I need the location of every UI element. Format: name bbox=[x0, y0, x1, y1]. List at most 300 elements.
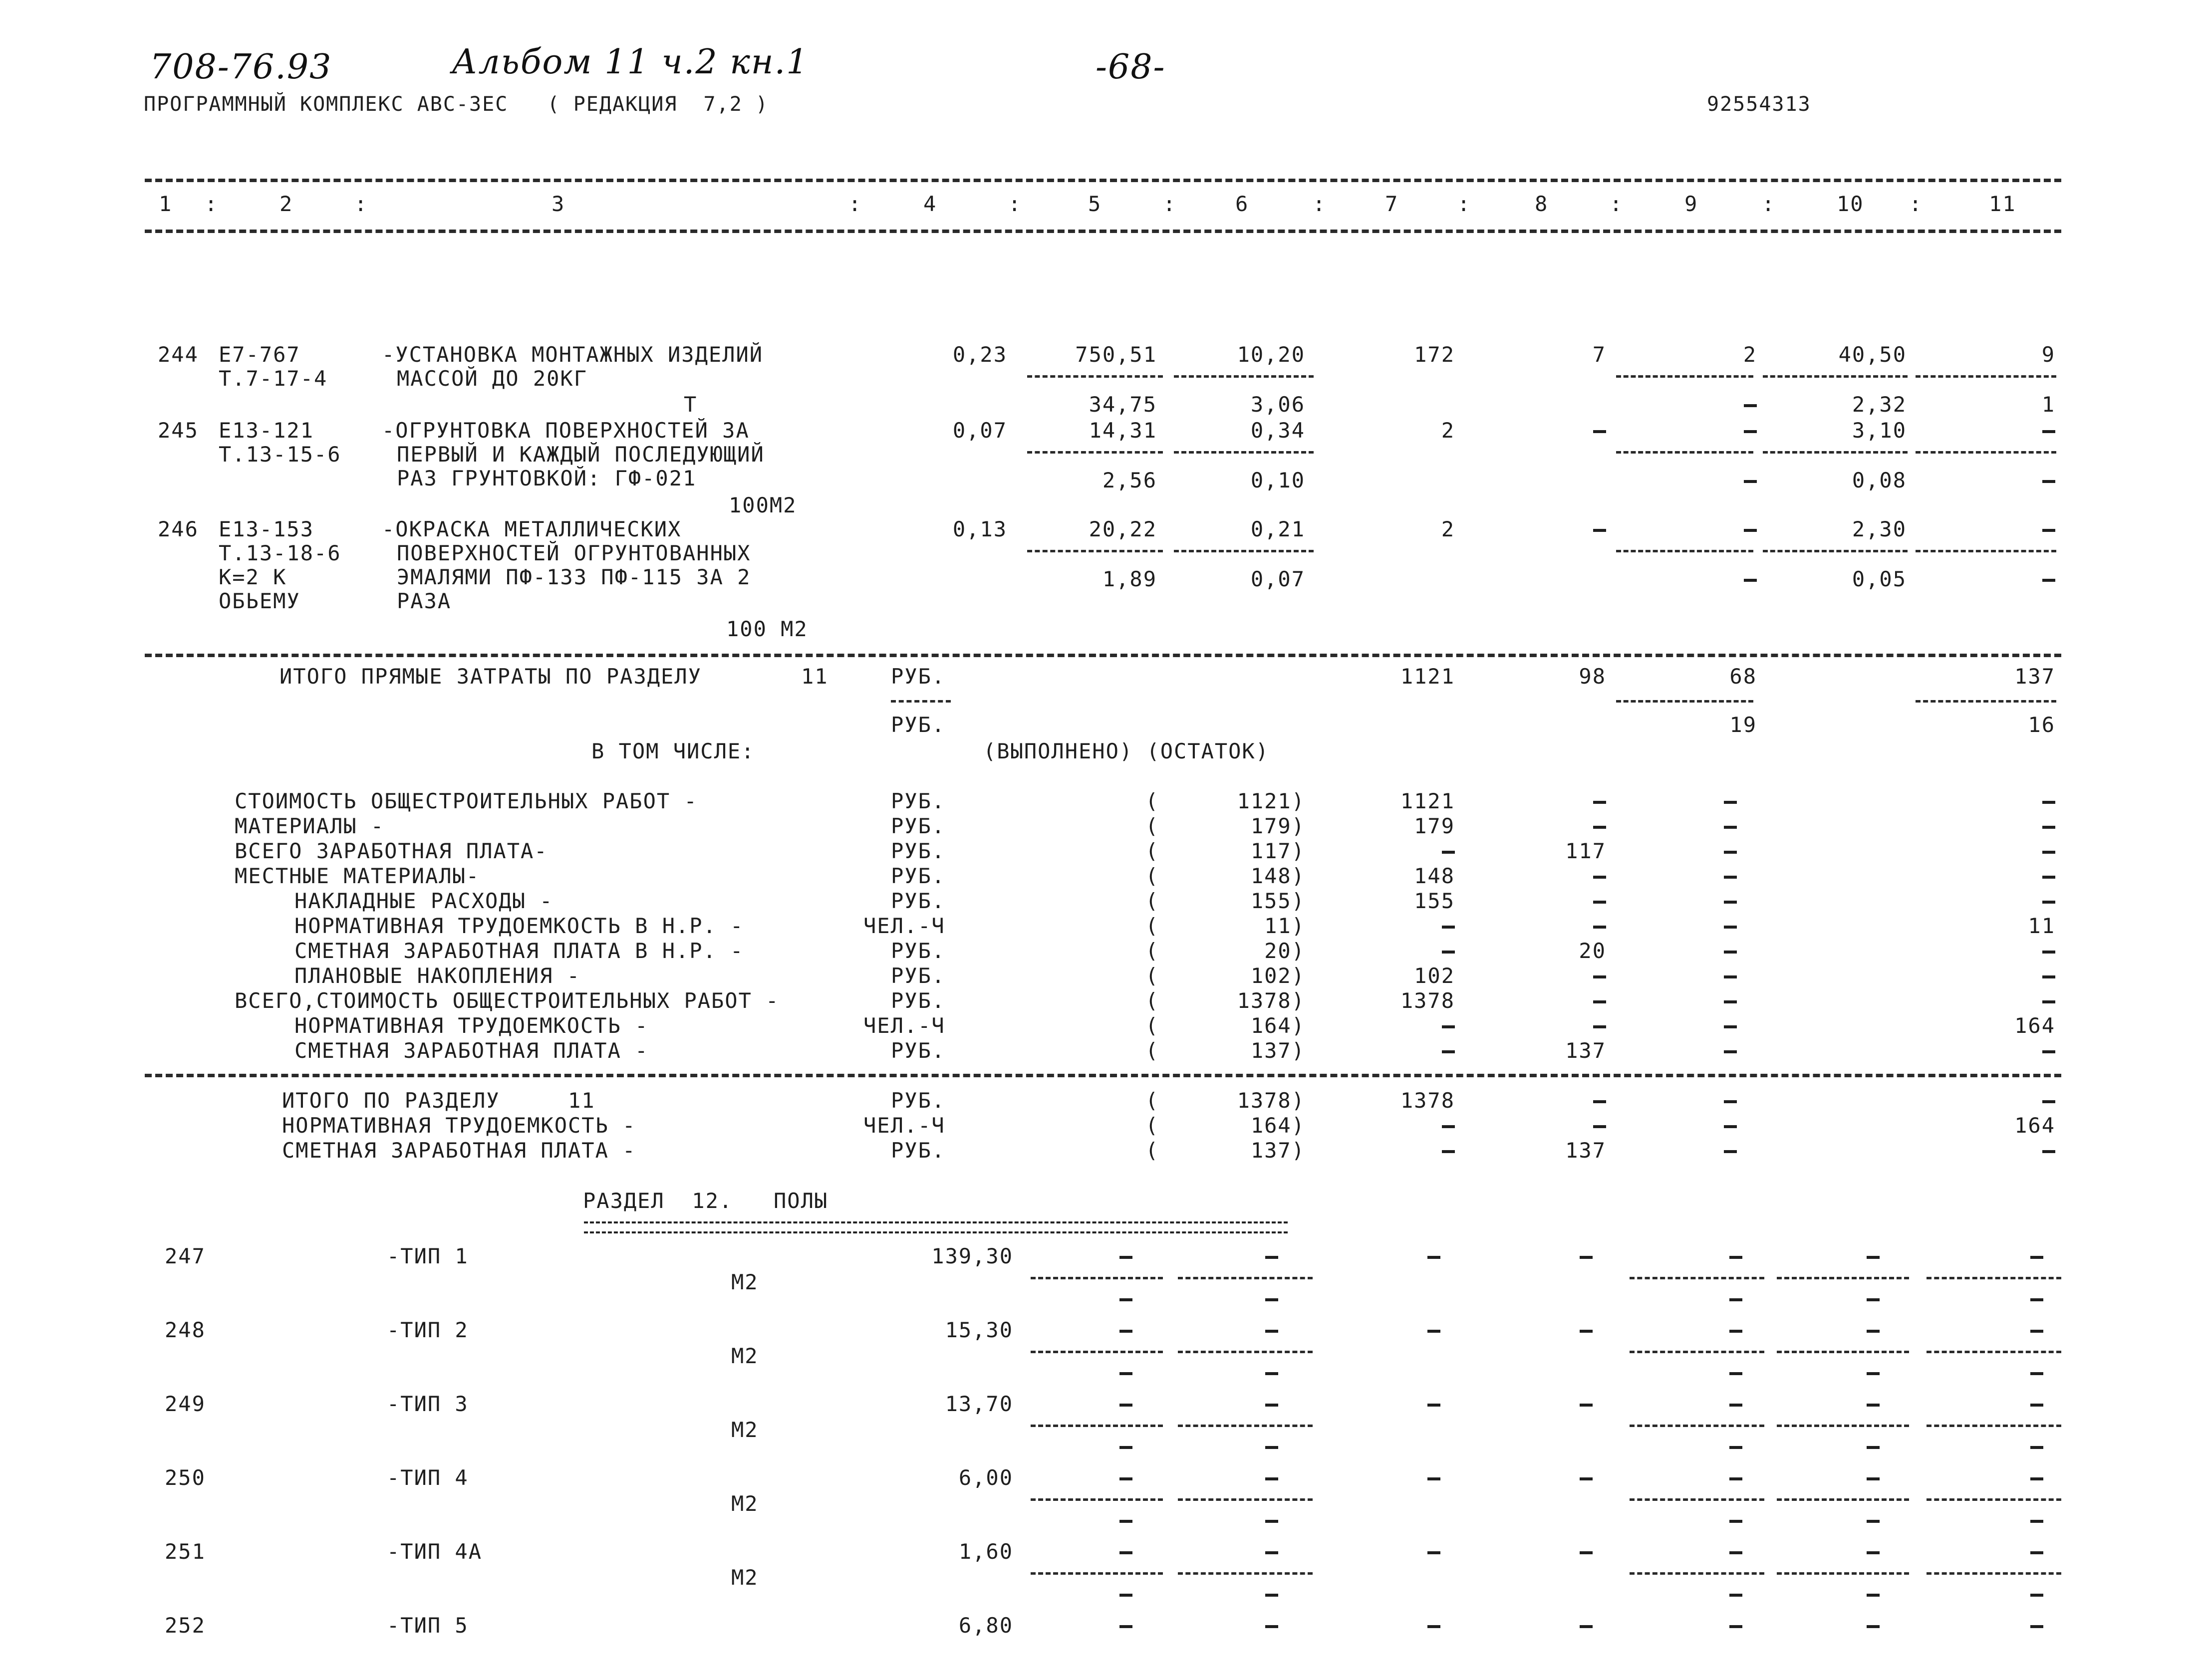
floor-unit: М2 bbox=[731, 1270, 759, 1294]
price-machine-wage: 1,89 bbox=[1102, 567, 1157, 591]
breakdown-label: ВСЕГО,СТОИМОСТЬ ОБЩЕСТРОИТЕЛЬНЫХ РАБОТ - bbox=[235, 988, 780, 1013]
breakdown-c11 bbox=[2042, 901, 2055, 904]
sub-rule bbox=[1174, 375, 1314, 378]
summary-label: СМЕТНАЯ ЗАРАБОТНАЯ ПЛАТА - bbox=[282, 1138, 636, 1163]
summary-c11 bbox=[2042, 1150, 2055, 1153]
breakdown-c8: 137 bbox=[1565, 1038, 1606, 1063]
empty-cell-dash bbox=[1427, 1256, 1440, 1259]
empty-cell-dash bbox=[1427, 1330, 1440, 1333]
cost-machine bbox=[1744, 529, 1757, 532]
empty-cell-dash bbox=[1867, 1551, 1880, 1554]
sub-rule bbox=[1616, 451, 1753, 454]
floor-quantity: 13,70 bbox=[945, 1392, 1013, 1416]
breakdown-label: СМЕТНАЯ ЗАРАБОТНАЯ ПЛАТА - bbox=[294, 1038, 649, 1063]
sub-rule bbox=[1174, 451, 1314, 454]
column-separator: ( bbox=[1145, 889, 1159, 913]
breakdown-value: 179) bbox=[1250, 814, 1305, 838]
column-separator: ( bbox=[1145, 939, 1159, 963]
empty-cell-dash bbox=[1265, 1330, 1278, 1333]
column-separator: ( bbox=[1145, 914, 1159, 938]
summary-c8 bbox=[1593, 1125, 1606, 1128]
breakdown-c7: 1121 bbox=[1400, 789, 1455, 813]
page-number: -68- bbox=[1096, 47, 1166, 87]
total-c9: 68 bbox=[1729, 664, 1757, 689]
price-machine: 0,07 bbox=[1250, 567, 1305, 591]
floor-item-number: 252 bbox=[165, 1613, 206, 1638]
floor-quantity: 139,30 bbox=[931, 1244, 1013, 1268]
header-rule-top bbox=[145, 179, 2061, 182]
breakdown-c8: 117 bbox=[1565, 839, 1606, 863]
column-header-3: 3 bbox=[552, 192, 565, 216]
price-total: 14,31 bbox=[1089, 418, 1157, 443]
quantity: 0,23 bbox=[952, 342, 1007, 367]
empty-cell-dash bbox=[1265, 1404, 1278, 1407]
column-separator: ( bbox=[1145, 1013, 1159, 1038]
cost-wage bbox=[1593, 529, 1606, 532]
breakdown-value: 164) bbox=[1250, 1013, 1305, 1038]
column-separator: ( bbox=[1145, 1088, 1159, 1113]
empty-cell-dash bbox=[1729, 1256, 1742, 1259]
column-separator: : bbox=[1008, 192, 1022, 216]
breakdown-value: 148) bbox=[1250, 864, 1305, 888]
labor-machine: 0,05 bbox=[1852, 567, 1907, 591]
empty-cell-dash bbox=[1265, 1298, 1278, 1301]
work-name-line: МАССОЙ ДО 20КГ bbox=[397, 366, 588, 391]
breakdown-label: ВСЕГО ЗАРАБОТНАЯ ПЛАТА- bbox=[235, 839, 548, 863]
breakdown-c11 bbox=[2042, 876, 2055, 879]
cost-wage bbox=[1593, 430, 1606, 433]
breakdown-c7: 102 bbox=[1414, 963, 1455, 988]
sub-rule bbox=[1178, 1351, 1313, 1353]
breakdown-value: 11) bbox=[1264, 914, 1305, 938]
labor-total bbox=[2042, 430, 2055, 433]
row-number: 244 bbox=[158, 342, 199, 367]
breakdown-value: 137) bbox=[1250, 1038, 1305, 1063]
floor-unit: М2 bbox=[731, 1565, 759, 1590]
empty-cell-dash bbox=[1867, 1477, 1880, 1480]
breakdown-value: 102) bbox=[1250, 963, 1305, 988]
empty-cell-dash bbox=[1867, 1298, 1880, 1301]
sub-rule bbox=[1630, 1277, 1764, 1279]
labor-unit: 2,30 bbox=[1852, 517, 1907, 541]
norm-ref: Т.13-18-6 bbox=[219, 541, 341, 565]
breakdown-unit: РУБ. bbox=[891, 963, 946, 988]
total-c9b: 19 bbox=[1729, 713, 1757, 737]
empty-cell-dash bbox=[1867, 1446, 1880, 1449]
empty-cell-dash bbox=[2030, 1298, 2043, 1301]
empty-cell-dash bbox=[1729, 1330, 1742, 1333]
column-separator: ( bbox=[1145, 963, 1159, 988]
labor-unit: 3,10 bbox=[1852, 418, 1907, 443]
sub-rule bbox=[1616, 550, 1753, 552]
norm-code: Е13-153 bbox=[219, 517, 314, 541]
floor-type-name: -ТИП 5 bbox=[387, 1613, 469, 1638]
breakdown-c11: 11 bbox=[2028, 914, 2055, 938]
breakdown-c8 bbox=[1593, 901, 1606, 904]
work-name-line: РАЗА bbox=[397, 589, 452, 613]
breakdown-c9 bbox=[1724, 926, 1737, 929]
column-header-7: 7 bbox=[1385, 192, 1399, 216]
summary-c7 bbox=[1442, 1125, 1455, 1128]
total-c11: 137 bbox=[2014, 664, 2055, 689]
breakdown-c8: 20 bbox=[1579, 939, 1606, 963]
empty-cell-dash bbox=[1427, 1404, 1440, 1407]
empty-cell-dash bbox=[2030, 1520, 2043, 1523]
labor-machine-total: 1 bbox=[2041, 392, 2055, 417]
column-separator: ( bbox=[1145, 814, 1159, 838]
document-number: 92554313 bbox=[1707, 93, 1811, 116]
empty-cell-dash bbox=[2030, 1625, 2043, 1628]
breakdown-c11 bbox=[2042, 1050, 2055, 1053]
sub-rule bbox=[1763, 375, 1908, 378]
done-remaining: (ВЫПОЛНЕНО) (ОСТАТОК) bbox=[983, 739, 1270, 763]
empty-cell-dash bbox=[1427, 1625, 1440, 1628]
including-label: В ТОМ ЧИСЛЕ: bbox=[591, 739, 755, 763]
breakdown-unit: РУБ. bbox=[891, 839, 946, 863]
breakdown-c11 bbox=[2042, 951, 2055, 954]
column-separator: : bbox=[1610, 192, 1624, 216]
empty-cell-dash bbox=[1265, 1477, 1278, 1480]
price-wage: 0,21 bbox=[1250, 517, 1305, 541]
breakdown-c9 bbox=[1724, 801, 1737, 804]
row-number: 246 bbox=[158, 517, 199, 541]
total-unit-2: РУБ. bbox=[891, 713, 946, 737]
column-header-5: 5 bbox=[1088, 192, 1102, 216]
sub-rule bbox=[1031, 1277, 1163, 1279]
cost-machine-wage bbox=[1744, 579, 1757, 582]
cost-total: 172 bbox=[1414, 342, 1455, 367]
labor-machine-total bbox=[2042, 480, 2055, 483]
column-header-11: 11 bbox=[1989, 192, 2016, 216]
breakdown-value: 1378) bbox=[1237, 988, 1305, 1013]
section-12-underline bbox=[584, 1221, 1288, 1233]
empty-cell-dash bbox=[1729, 1477, 1742, 1480]
empty-cell-dash bbox=[1729, 1404, 1742, 1407]
empty-cell-dash bbox=[1265, 1256, 1278, 1259]
summary-c7 bbox=[1442, 1150, 1455, 1153]
breakdown-label: СТОИМОСТЬ ОБЩЕСТРОИТЕЛЬНЫХ РАБОТ - bbox=[235, 789, 698, 813]
column-header-10: 10 bbox=[1837, 192, 1864, 216]
price-total: 750,51 bbox=[1075, 342, 1157, 367]
sub-rule bbox=[1916, 451, 2056, 454]
column-separator: ( bbox=[1145, 1113, 1159, 1138]
work-name-line: -УСТАНОВКА МОНТАЖНЫХ ИЗДЕЛИЙ bbox=[382, 342, 764, 367]
empty-cell-dash bbox=[1867, 1625, 1880, 1628]
sub-rule bbox=[1630, 1498, 1764, 1501]
empty-cell-dash bbox=[1867, 1594, 1880, 1597]
summary-c9 bbox=[1724, 1100, 1737, 1103]
labor-total bbox=[2042, 529, 2055, 532]
column-separator: ( bbox=[1145, 1038, 1159, 1063]
cost-wage: 7 bbox=[1592, 342, 1606, 367]
total-unit: РУБ. bbox=[891, 664, 946, 689]
empty-cell-dash bbox=[2030, 1446, 2043, 1449]
summary-c11: 164 bbox=[2014, 1113, 2055, 1138]
empty-cell-dash bbox=[1729, 1372, 1742, 1375]
column-separator: : bbox=[205, 192, 219, 216]
floor-quantity: 1,60 bbox=[958, 1539, 1013, 1564]
unit: 100 М2 bbox=[726, 617, 808, 641]
breakdown-c9 bbox=[1724, 851, 1737, 854]
breakdown-unit: ЧЕЛ.-Ч bbox=[863, 914, 945, 938]
sub-rule bbox=[1630, 1425, 1764, 1427]
sub-rule bbox=[1031, 1425, 1163, 1427]
column-separator: : bbox=[848, 192, 862, 216]
summary-unit: РУБ. bbox=[891, 1138, 946, 1163]
breakdown-c7 bbox=[1442, 926, 1455, 929]
empty-cell-dash bbox=[1119, 1330, 1132, 1333]
empty-cell-dash bbox=[1729, 1520, 1742, 1523]
column-separator: ( bbox=[1145, 1138, 1159, 1163]
breakdown-unit: РУБ. bbox=[891, 939, 946, 963]
empty-cell-dash bbox=[1119, 1446, 1132, 1449]
breakdown-c7 bbox=[1442, 1025, 1455, 1028]
empty-cell-dash bbox=[2030, 1594, 2043, 1597]
sub-rule bbox=[1174, 550, 1314, 552]
empty-cell-dash bbox=[2030, 1551, 2043, 1554]
empty-cell-dash bbox=[2030, 1256, 2043, 1259]
breakdown-c8 bbox=[1593, 975, 1606, 978]
column-header-1: 1 bbox=[159, 192, 173, 216]
column-separator: ( bbox=[1145, 789, 1159, 813]
empty-cell-dash bbox=[1580, 1256, 1593, 1259]
empty-cell-dash bbox=[1867, 1520, 1880, 1523]
breakdown-c9 bbox=[1724, 1000, 1737, 1003]
floor-type-name: -ТИП 2 bbox=[387, 1318, 469, 1342]
floor-type-name: -ТИП 4 bbox=[387, 1465, 469, 1490]
sub-rule bbox=[1777, 1572, 1909, 1575]
section-12-title: РАЗДЕЛ 12. ПОЛЫ bbox=[583, 1189, 829, 1213]
floor-type-name: -ТИП 4А bbox=[387, 1539, 483, 1564]
breakdown-unit: РУБ. bbox=[891, 864, 946, 888]
norm-ref: Т.7-17-4 bbox=[219, 366, 328, 391]
work-name-line: РАЗ ГРУНТОВКОЙ: ГФ-021 bbox=[397, 466, 697, 490]
price-machine-wage: 2,56 bbox=[1102, 468, 1157, 492]
empty-cell-dash bbox=[1867, 1256, 1880, 1259]
summary-unit: РУБ. bbox=[891, 1088, 946, 1113]
floor-item-number: 248 bbox=[165, 1318, 206, 1342]
column-separator: : bbox=[1163, 192, 1177, 216]
work-name-line: -ОГРУНТОВКА ПОВЕРХНОСТЕЙ ЗА bbox=[382, 418, 750, 443]
breakdown-unit: РУБ. bbox=[891, 889, 946, 913]
empty-cell-dash bbox=[1119, 1256, 1132, 1259]
price-machine: 3,06 bbox=[1250, 392, 1305, 417]
breakdown-c9 bbox=[1724, 876, 1737, 879]
work-name-line: ЭМАЛЯМИ ПФ-133 ПФ-115 ЗА 2 bbox=[397, 565, 751, 589]
sub-rule bbox=[1927, 1425, 2061, 1427]
empty-cell-dash bbox=[1119, 1594, 1132, 1597]
column-separator: : bbox=[1313, 192, 1327, 216]
sub-rule bbox=[1777, 1277, 1909, 1279]
empty-cell-dash bbox=[1265, 1594, 1278, 1597]
empty-cell-dash bbox=[2030, 1372, 2043, 1375]
price-machine-wage: 34,75 bbox=[1089, 392, 1157, 417]
empty-cell-dash bbox=[1119, 1404, 1132, 1407]
breakdown-c11 bbox=[2042, 1000, 2055, 1003]
empty-cell-dash bbox=[1119, 1520, 1132, 1523]
sub-rule bbox=[1178, 1277, 1313, 1279]
summary-value: 164) bbox=[1250, 1113, 1305, 1138]
floor-unit: М2 bbox=[731, 1491, 759, 1516]
cost-machine-wage bbox=[1744, 404, 1757, 407]
breakdown-c8 bbox=[1593, 1000, 1606, 1003]
labor-total: 9 bbox=[2041, 342, 2055, 367]
column-separator: ( bbox=[1145, 988, 1159, 1013]
summary-c7: 1378 bbox=[1400, 1088, 1455, 1113]
sub-rule bbox=[1916, 700, 2056, 703]
breakdown-c8 bbox=[1593, 876, 1606, 879]
empty-cell-dash bbox=[1729, 1551, 1742, 1554]
empty-cell-dash bbox=[1119, 1298, 1132, 1301]
work-name-line: ПОВЕРХНОСТЕЙ ОГРУНТОВАННЫХ bbox=[397, 541, 751, 565]
empty-cell-dash bbox=[1119, 1372, 1132, 1375]
sub-rule bbox=[1027, 550, 1163, 552]
summary-label: ИТОГО ПО РАЗДЕЛУ 11 bbox=[282, 1088, 595, 1113]
column-separator: ( bbox=[1145, 864, 1159, 888]
floor-quantity: 15,30 bbox=[945, 1318, 1013, 1342]
quantity: 0,07 bbox=[952, 418, 1007, 443]
summary-c11 bbox=[2042, 1100, 2055, 1103]
floor-item-number: 250 bbox=[165, 1465, 206, 1490]
breakdown-unit: РУБ. bbox=[891, 988, 946, 1013]
summary-c8: 137 bbox=[1565, 1138, 1606, 1163]
column-header-4: 4 bbox=[923, 192, 937, 216]
empty-cell-dash bbox=[1729, 1298, 1742, 1301]
total-c8: 98 bbox=[1579, 664, 1606, 689]
unit: 100М2 bbox=[729, 493, 797, 517]
summary-value: 137) bbox=[1250, 1138, 1305, 1163]
breakdown-c7: 179 bbox=[1414, 814, 1455, 838]
floor-quantity: 6,00 bbox=[958, 1465, 1013, 1490]
norm-coef-note: ОБЬЕМУ bbox=[219, 589, 300, 613]
breakdown-label: НАКЛАДНЫЕ РАСХОДЫ - bbox=[294, 889, 553, 913]
breakdown-c8 bbox=[1593, 801, 1606, 804]
floor-type-name: -ТИП 1 bbox=[387, 1244, 469, 1268]
breakdown-label: НОРМАТИВНАЯ ТРУДОЕМКОСТЬ В Н.Р. - bbox=[294, 914, 744, 938]
labor-machine: 2,32 bbox=[1852, 392, 1907, 417]
price-wage: 0,34 bbox=[1250, 418, 1305, 443]
cost-machine-wage bbox=[1744, 480, 1757, 483]
sub-rule bbox=[1927, 1277, 2061, 1279]
sub-rule bbox=[1927, 1572, 2061, 1575]
cost-total: 2 bbox=[1441, 517, 1455, 541]
breakdown-label: СМЕТНАЯ ЗАРАБОТНАЯ ПЛАТА В Н.Р. - bbox=[294, 939, 744, 963]
breakdown-c11 bbox=[2042, 801, 2055, 804]
price-machine: 0,10 bbox=[1250, 468, 1305, 492]
section-rule-1 bbox=[145, 654, 2061, 657]
summary-value: 1378) bbox=[1237, 1088, 1305, 1113]
total-c7: 1121 bbox=[1400, 664, 1455, 689]
column-separator: : bbox=[1457, 192, 1471, 216]
sub-rule bbox=[1916, 375, 2056, 378]
column-separator: : bbox=[1909, 192, 1923, 216]
norm-coef: К=2 К bbox=[219, 565, 287, 589]
sub-rule bbox=[1630, 1572, 1764, 1575]
floor-quantity: 6,80 bbox=[958, 1613, 1013, 1638]
floor-unit: М2 bbox=[731, 1344, 759, 1368]
empty-cell-dash bbox=[1867, 1372, 1880, 1375]
cost-total: 2 bbox=[1441, 418, 1455, 443]
column-header-6: 6 bbox=[1235, 192, 1249, 216]
empty-cell-dash bbox=[1729, 1446, 1742, 1449]
breakdown-c11 bbox=[2042, 851, 2055, 854]
breakdown-c9 bbox=[1724, 826, 1737, 829]
price-total: 20,22 bbox=[1089, 517, 1157, 541]
floor-item-number: 247 bbox=[165, 1244, 206, 1268]
empty-cell-dash bbox=[1119, 1477, 1132, 1480]
empty-cell-dash bbox=[2030, 1477, 2043, 1480]
summary-c8 bbox=[1593, 1100, 1606, 1103]
breakdown-c9 bbox=[1724, 951, 1737, 954]
breakdown-label: МЕСТНЫЕ МАТЕРИАЛЫ- bbox=[235, 864, 480, 888]
empty-cell-dash bbox=[1427, 1477, 1440, 1480]
breakdown-c11 bbox=[2042, 975, 2055, 978]
total-section: 11 bbox=[801, 664, 829, 689]
empty-cell-dash bbox=[1729, 1594, 1742, 1597]
sub-rule bbox=[1178, 1498, 1313, 1501]
breakdown-value: 117) bbox=[1250, 839, 1305, 863]
sub-rule bbox=[1178, 1572, 1313, 1575]
sub-rule bbox=[1916, 550, 2056, 552]
norm-code: Е7-767 bbox=[219, 342, 300, 367]
total-c11b: 16 bbox=[2028, 713, 2055, 737]
sub-rule bbox=[1927, 1351, 2061, 1353]
empty-cell-dash bbox=[1119, 1625, 1132, 1628]
breakdown-c11: 164 bbox=[2014, 1013, 2055, 1038]
norm-ref: Т.13-15-6 bbox=[219, 442, 341, 467]
breakdown-unit: РУБ. bbox=[891, 814, 946, 838]
column-header-9: 9 bbox=[1684, 192, 1698, 216]
sub-rule bbox=[1178, 1425, 1313, 1427]
cost-machine: 2 bbox=[1743, 342, 1757, 367]
breakdown-unit: РУБ. bbox=[891, 789, 946, 813]
breakdown-c7 bbox=[1442, 1050, 1455, 1053]
floor-item-number: 249 bbox=[165, 1392, 206, 1416]
sub-rule bbox=[1616, 700, 1753, 703]
empty-cell-dash bbox=[1867, 1404, 1880, 1407]
row-number: 245 bbox=[158, 418, 199, 443]
breakdown-c9 bbox=[1724, 901, 1737, 904]
summary-c9 bbox=[1724, 1150, 1737, 1153]
empty-cell-dash bbox=[1580, 1330, 1593, 1333]
sub-rule bbox=[1777, 1351, 1909, 1353]
empty-cell-dash bbox=[1427, 1551, 1440, 1554]
cost-machine bbox=[1744, 430, 1757, 433]
breakdown-unit: РУБ. bbox=[891, 1038, 946, 1063]
sub-rule bbox=[1031, 1572, 1163, 1575]
breakdown-c7: 155 bbox=[1414, 889, 1455, 913]
summary-label: НОРМАТИВНАЯ ТРУДОЕМКОСТЬ - bbox=[282, 1113, 636, 1138]
empty-cell-dash bbox=[2030, 1330, 2043, 1333]
column-header-8: 8 bbox=[1535, 192, 1549, 216]
breakdown-label: НОРМАТИВНАЯ ТРУДОЕМКОСТЬ - bbox=[294, 1013, 649, 1038]
labor-machine: 0,08 bbox=[1852, 468, 1907, 492]
breakdown-c9 bbox=[1724, 1025, 1737, 1028]
empty-cell-dash bbox=[1867, 1330, 1880, 1333]
empty-cell-dash bbox=[1265, 1625, 1278, 1628]
breakdown-c8 bbox=[1593, 926, 1606, 929]
header-rule-bottom bbox=[145, 230, 2061, 233]
breakdown-c9 bbox=[1724, 975, 1737, 978]
sub-rule bbox=[1616, 375, 1753, 378]
floor-type-name: -ТИП 3 bbox=[387, 1392, 469, 1416]
breakdown-label: ПЛАНОВЫЕ НАКОПЛЕНИЯ - bbox=[294, 963, 581, 988]
summary-c9 bbox=[1724, 1125, 1737, 1128]
empty-cell-dash bbox=[1265, 1446, 1278, 1449]
empty-cell-dash bbox=[1580, 1477, 1593, 1480]
sub-rule bbox=[1763, 451, 1908, 454]
labor-unit: 40,50 bbox=[1838, 342, 1907, 367]
